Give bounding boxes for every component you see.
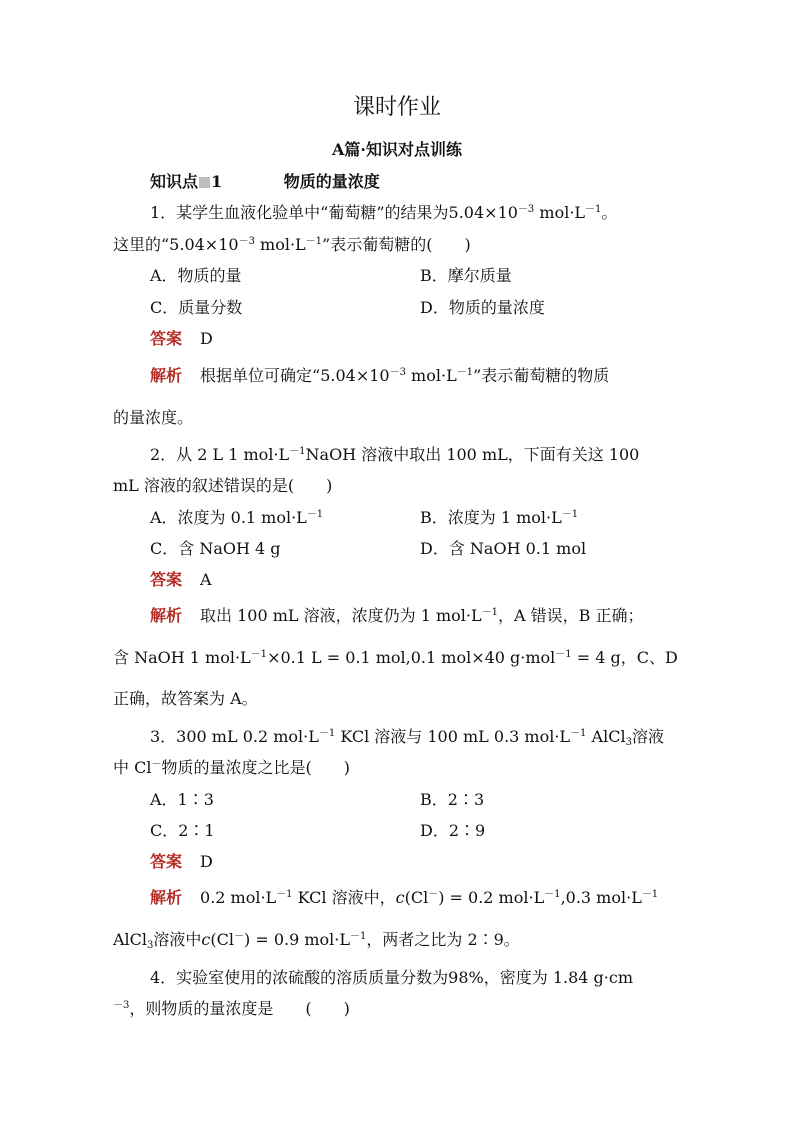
q1-line2: 这里的“$5.04\times 10^{-3}$ $mol\cdot L^{-1}$”表示葡萄糖的( ): [113, 235, 471, 254]
knowledge-point-name: 物质的量浓度: [283, 172, 380, 191]
answer-label: 答案: [150, 852, 183, 871]
knowledge-point-heading: [150, 170, 380, 194]
knowledge-point-prefix: 知识点: [150, 172, 199, 191]
page-title: 课时作业: [352, 95, 441, 120]
q1-option-b: B．摩尔质量: [420, 266, 512, 285]
q4-line1: 4．实验室使用的浓硫酸的溶质质量分数为98%，密度为 1.84 g·cm: [150, 968, 634, 987]
q1-analysis-line1: 解析 根据单位可确定“$5.04\times 10^{-3}$ $mol\cdot L^{-1}$”表示葡萄糖的物质: [150, 366, 610, 385]
analysis-label: 解析: [150, 366, 183, 385]
q3-line1: 3．300 mL 0.2 $mol\cdot L^{-1}$ KCl 溶液与 100 mL 0.3 $mol\cdot L^{-1}$ AlCl$_3$溶液: [150, 727, 664, 748]
q1-option-c: C．质量分数: [150, 298, 243, 317]
q2-analysis-line1: 解析 取出 100 mL 溶液，浓度仍为 1 $mol\cdot L^{-1}$，A 错误，B 正确；: [150, 606, 644, 625]
q1-line1: 1．某学生血液化验单中“葡萄糖”的结果为$5.04\times 10^{-3}$ $mol\cdot L^{-1}$。: [150, 203, 618, 222]
q3-option-d: D．2∶9: [420, 821, 486, 840]
q2-option-b: B．浓度为 1 $mol\cdot L^{-1}$: [420, 508, 579, 527]
q1-analysis-line2: 的量浓度。: [113, 408, 194, 427]
analysis-label: 解析: [150, 888, 183, 907]
q3-analysis-line1: 解析 0.2 $mol\cdot L^{-1}$ KCl 溶液中，c(Cl－) = 0.2 $mol\cdot L^{-1},0.3$ $mol\cdot L^{-1}$: [150, 888, 659, 907]
q3-line2: 中 Cl－物质的量浓度之比是( ): [113, 758, 350, 777]
q1-option-d: D．物质的量浓度: [420, 298, 545, 317]
q3-option-a: A．1∶3: [150, 790, 214, 809]
square-icon: [199, 177, 210, 188]
q2-option-a: A．浓度为 0.1 $mol\cdot L^{-1}$: [150, 508, 324, 527]
answer-label: 答案: [150, 570, 183, 589]
q3-option-b: B．2∶3: [420, 790, 485, 809]
q2-analysis-line2: 含 NaOH 1 $mol\cdot L^{-1}\times 0.1$ L = 0.1 mol,0.1 mol×40 g·mol$^{-1}$ = 4 g，C、D: [113, 648, 678, 667]
q3-analysis-line2: AlCl$_3$溶液中c(Cl－) = 0.9 $mol\cdot L^{-1}$，两者之比为 2∶9。: [113, 930, 520, 951]
answer-label: 答案: [150, 329, 183, 348]
q4-line2: $^{-3}$，则物质的量浓度是 ( ): [113, 999, 350, 1018]
q3-option-c: C．2∶1: [150, 821, 215, 840]
q1-option-a: A．物质的量: [150, 266, 242, 285]
q2-option-c: C．含 NaOH 4 g: [150, 539, 281, 558]
q2-line1: 2．从 2 L 1 $mol\cdot L^{-1}NaOH$ 溶液中取出 100 mL，下面有关这 100: [150, 445, 640, 464]
q2-analysis-line3: 正确，故答案为 A。: [113, 689, 258, 708]
q2-line2: mL 溶液的叙述错误的是( ): [113, 476, 333, 495]
section-heading: A篇·知识对点训练: [332, 140, 462, 159]
knowledge-point-number: 1: [211, 172, 223, 191]
q2-option-d: D．含 NaOH 0.1 mol: [420, 539, 587, 558]
q2-answer: 答案 A: [150, 570, 212, 589]
q3-answer: 答案 D: [150, 852, 213, 871]
analysis-label: 解析: [150, 606, 183, 625]
q1-answer: 答案 D: [150, 329, 213, 348]
